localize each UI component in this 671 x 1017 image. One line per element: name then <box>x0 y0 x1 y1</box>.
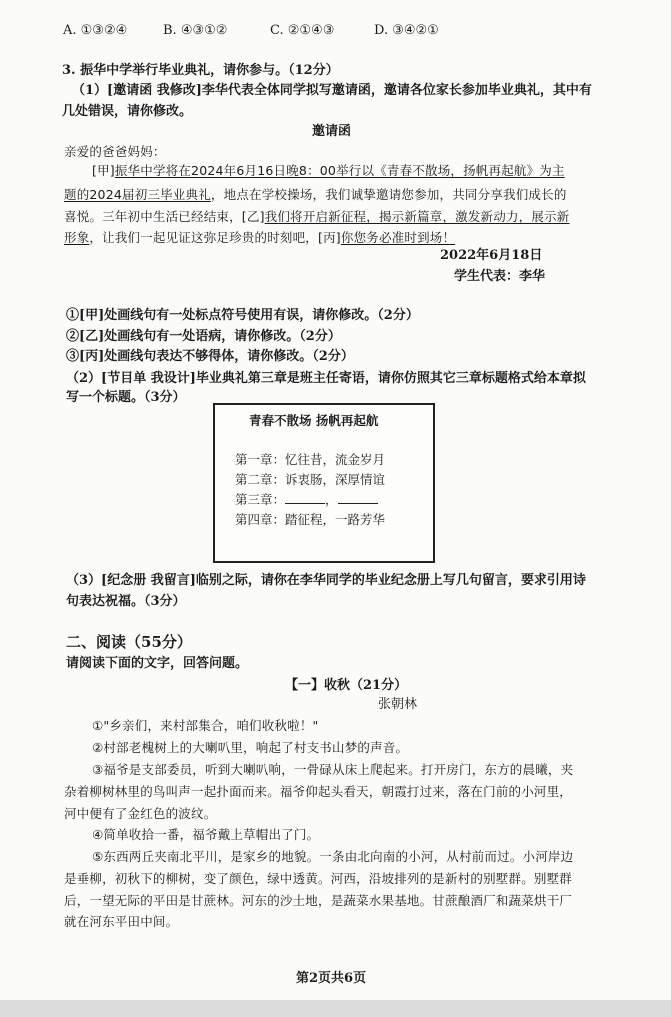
paragraph-5-line2: 是垂柳，初秋下的柳树，变了颜色，绿中透黄。河西，沿坡排列的是新村的别墅群。别墅群 <box>64 871 573 886</box>
subquestion-1: ①[甲]处画线句有一处标点符号使用有误，请你修改。（2分） <box>66 308 419 323</box>
letter-line2-rest: ，地点在学校操场，我们诚挚邀请您参加，共同分享我们成长的 <box>210 187 567 202</box>
option-c: C. ②①④③ <box>270 23 335 38</box>
q3-part3-line2: 句表达祝福。（3分） <box>66 594 186 609</box>
program-title: 青春不散场 扬帆再起航 <box>249 413 379 428</box>
q3-part3-line1: （3）[纪念册 我留言]临别之际，请你在李华同学的毕业纪念册上写几句留言，要求引用诗 <box>66 573 586 588</box>
section-heading: 二、阅读（55分） <box>66 633 192 651</box>
letter-line4 <box>64 229 455 247</box>
program-chapter-3-label: 第三章： <box>235 492 286 507</box>
paragraph-3-line1: ③福爷是支部委员，听到大喇叭响，一骨碌从床上爬起来。打开房门，东方的晨曦，夹 <box>92 762 574 777</box>
letter-line3 <box>64 208 569 226</box>
program-box <box>213 403 435 563</box>
paragraph-4: ④简单收拾一番，福爷戴上草帽出了门。 <box>92 827 320 842</box>
letter-heading: 邀请函 <box>312 124 352 139</box>
program-chapter-4: 第四章：踏征程，一路芳华 <box>235 512 386 527</box>
paragraph-3-line3: 河中便有了金红色的波纹。 <box>64 806 217 821</box>
letter-greeting: 亲爱的爸爸妈妈： <box>64 144 166 159</box>
answer-blank-2[interactable] <box>338 491 378 504</box>
q3-part2-line2: 写一个标题。（3分） <box>66 390 186 405</box>
q3-title: 3. 振华中学举行毕业典礼，请你参与。（12分） <box>62 63 339 78</box>
page-number: 第2页共6页 <box>296 971 367 986</box>
option-b: B. ④③①② <box>163 23 228 38</box>
underlined-sentence-yi-end: 形象 <box>64 230 90 245</box>
paragraph-5-line3: 后，一望无际的平田是甘蔗林。河东的沙土地，是蔬菜水果基地。甘蔗酿酒厂和蔬菜烘干厂 <box>64 893 573 908</box>
bottom-strip <box>0 1000 671 1017</box>
program-chapter-3: 第三章： ， <box>235 491 378 509</box>
letter-line3-pre: 喜悦。三年初中生活已经结束，[乙] <box>64 209 265 224</box>
underlined-sentence-bing: 你您务必准时到场！ <box>340 230 456 245</box>
reading-instruction: 请阅读下面的文字，回答问题。 <box>66 656 249 671</box>
program-chapter-1: 第一章：忆往昔，流金岁月 <box>235 452 386 467</box>
letter-date: 2022年6月18日 <box>440 248 543 263</box>
underlined-sentence-jia: 振华中学将在2024年6月16日晚8：00举行以《青春不散场，扬帆再起航》为主 <box>114 163 565 178</box>
article-author: 张朝林 <box>378 697 418 712</box>
article-heading: 【一】收秋（21分） <box>285 678 408 693</box>
subquestion-2: ②[乙]处画线句有一处语病，请你修改。（2分） <box>66 329 341 344</box>
paragraph-3-line2: 杂着柳树林里的鸟叫声一起扑面而来。福爷仰起头看天，朝霞打过来，落在门前的小河里， <box>64 784 573 799</box>
paragraph-2: ②村部老槐树上的大喇叭里，响起了村支书山梦的声音。 <box>92 740 409 755</box>
underlined-sentence-yi: 我们将开启新征程，揭示新篇章，激发新动力，展示新 <box>264 209 570 224</box>
subquestion-3: ③[丙]处画线句表达不够得体，请你修改。（2分） <box>66 349 354 364</box>
letter-line1 <box>92 162 565 180</box>
letter-line4-mid: ，让我们一起见证这弥足珍贵的时刻吧，[丙] <box>89 230 341 245</box>
paragraph-1: ①"乡亲们，来村部集合，咱们收秋啦！" <box>92 718 319 733</box>
letter-signature: 学生代表：李华 <box>454 269 546 284</box>
option-a: A. ①③②④ <box>63 23 128 38</box>
q3-part1-line2: 几处错误，请你修改。 <box>62 104 193 119</box>
paragraph-5-line4: 就在河东平田中间。 <box>64 914 179 929</box>
paragraph-5-line1: ⑤东西两丘夹南北平川，是家乡的地貌。一条由北向南的小河，从村前而过。小河岸边 <box>92 849 574 864</box>
underlined-sentence-jia-end: 题的2024届初三毕业典礼 <box>64 187 211 202</box>
q3-part1-line1: （1）[邀请函 我修改]李华代表全体同学拟写邀请函，邀请各位家长参加毕业典礼，其中有 <box>72 83 592 98</box>
q3-part2-line1: （2）[节目单 我设计]毕业典礼第三章是班主任寄语，请你仿照其它三章标题格式给本章拟 <box>66 371 586 386</box>
mark-jia: [甲] <box>92 163 115 178</box>
program-chapter-2: 第二章：诉衷肠，深厚情谊 <box>235 472 386 487</box>
answer-blank-1[interactable] <box>285 491 325 504</box>
option-d: D. ③④②① <box>374 23 439 38</box>
letter-line2 <box>64 186 567 204</box>
